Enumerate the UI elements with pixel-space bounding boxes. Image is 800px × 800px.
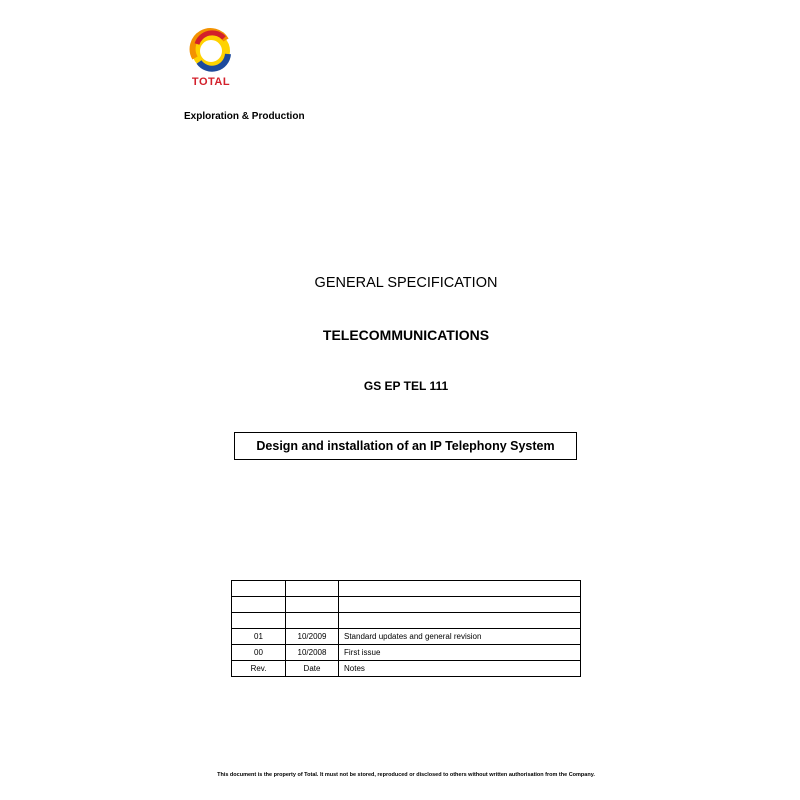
notes-cell	[339, 597, 581, 613]
rev-cell	[232, 597, 286, 613]
notes-header: Notes	[339, 661, 581, 677]
rev-cell	[232, 581, 286, 597]
company-logo	[186, 28, 236, 90]
document-title: Design and installation of an IP Telephony System	[256, 439, 555, 453]
confidentiality-notice: This document is the property of Total. It must not be stored, reproduced or disclosed to others without written authorisation from the Company.	[217, 772, 595, 778]
logo-wordmark: TOTAL	[191, 76, 231, 88]
rev-cell	[232, 613, 286, 629]
notes-cell	[339, 581, 581, 597]
spec-domain-heading: TELECOMMUNICATIONS	[322, 327, 490, 343]
rev-cell: 01	[232, 629, 286, 645]
table-row	[232, 597, 581, 613]
rev-header: Rev.	[232, 661, 286, 677]
table-row	[232, 629, 581, 645]
document-title-box	[234, 432, 577, 460]
date-cell: 10/2009	[286, 629, 339, 645]
notes-cell: First issue	[339, 645, 581, 661]
revision-table	[231, 580, 581, 677]
table-header-row	[232, 661, 581, 677]
rev-cell: 00	[232, 645, 286, 661]
notes-cell: Standard updates and general revision	[339, 629, 581, 645]
table-row	[232, 645, 581, 661]
table-row	[232, 581, 581, 597]
date-cell: 10/2008	[286, 645, 339, 661]
table-row	[232, 613, 581, 629]
spec-type-heading: GENERAL SPECIFICATION	[314, 275, 498, 291]
date-cell	[286, 581, 339, 597]
date-cell	[286, 597, 339, 613]
total-logo-icon	[188, 28, 234, 74]
date-cell	[286, 613, 339, 629]
date-header: Date	[286, 661, 339, 677]
notes-cell	[339, 613, 581, 629]
division-name: Exploration & Production	[184, 111, 305, 122]
spec-code: GS EP TEL 111	[363, 379, 449, 393]
